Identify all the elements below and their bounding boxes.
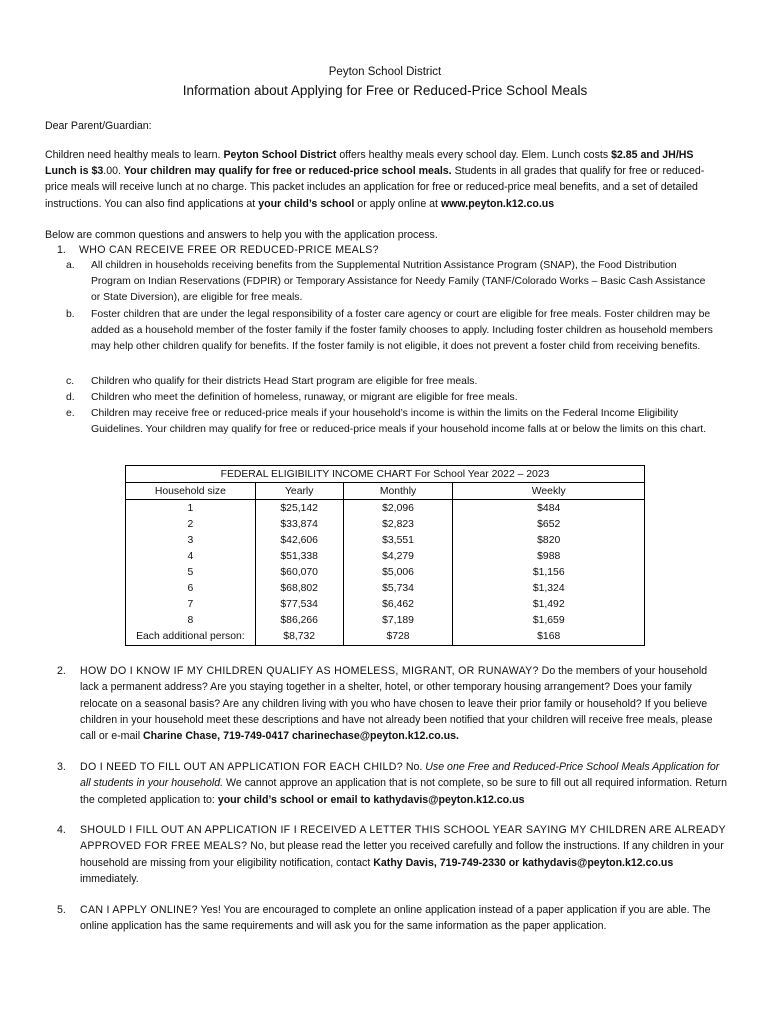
list-item-text: All children in households receiving benefits from the Supplemental Nutrition Assistance Program (SNAP), the Food Distribution Program on Indian Reservations (FDPIR) or Temporary Assistance for Needy Family (TANF/Colorado Works – Basic Cash Assistance or State Diversion), are eligible for free meals. bbox=[91, 260, 706, 304]
question-3-heading: DO I NEED TO FILL OUT AN APPLICATION FOR EACH CHILD? bbox=[80, 761, 403, 773]
question-5-text: Yes! You are encouraged to complete an online application instead of a paper application if you are able. The online application has the same requirements and will ask you for the same information as the paper application. bbox=[80, 904, 711, 933]
table-cell: 4 bbox=[126, 548, 256, 564]
list-item-label: c. bbox=[66, 376, 75, 387]
table-cell: $5,006 bbox=[343, 564, 453, 580]
question-4-text-1: No, but please read the letter you received carefully and follow the instructions. If any children in your household are missing from your eligibility notification, contact bbox=[80, 840, 724, 869]
table-row bbox=[126, 629, 645, 646]
table-cell: $25,142 bbox=[255, 500, 343, 517]
table-cell: $1,659 bbox=[453, 613, 645, 629]
list-item bbox=[66, 374, 716, 390]
table-cell: $4,279 bbox=[343, 548, 453, 564]
list-item-label: a. bbox=[66, 260, 75, 271]
question-1 bbox=[57, 242, 379, 258]
question-1-number: 1. bbox=[57, 244, 66, 256]
district-name: Peyton School District bbox=[328, 66, 442, 78]
intro-text-2: offers healthy meals every school day. Elem. Lunch costs bbox=[336, 149, 612, 161]
table-row bbox=[126, 613, 645, 629]
table-row bbox=[126, 532, 645, 548]
below-text: Below are common questions and answers to help you with the application process. bbox=[45, 229, 438, 241]
list-item-label: b. bbox=[66, 309, 75, 320]
table-row bbox=[126, 500, 645, 517]
table-cell: $988 bbox=[453, 548, 645, 564]
question-2-heading: HOW DO I KNOW IF MY CHILDREN QUALIFY AS HOMELESS, MIGRANT, OR RUNAWAY? bbox=[80, 665, 539, 677]
table-cell: Each additional person: bbox=[126, 629, 256, 646]
intro-text-3: .00. bbox=[103, 165, 124, 178]
table-cell: $2,823 bbox=[343, 516, 453, 532]
table-cell: 7 bbox=[126, 597, 256, 613]
question-2-contact[interactable]: Charine Chase, 719-749-0417 charinechase@peyton.k12.co.us. bbox=[143, 730, 459, 743]
table-cell: $484 bbox=[453, 500, 645, 517]
question-5-number: 5. bbox=[57, 904, 66, 916]
column-header: Household size bbox=[126, 483, 256, 500]
list-item-text: Foster children that are under the legal responsibility of a foster care agency or court are eligible for free meals. Foster children may be added as a household member of the foster family if the foster family chooses to apply. Including foster children as household members may help other children qualify for benefits. If the foster family is not eligible, it does not prevent a foster child from receiving benefits. bbox=[91, 309, 713, 353]
table-cell: $8,732 bbox=[255, 629, 343, 646]
table-row bbox=[126, 597, 645, 613]
table-cell: 8 bbox=[126, 613, 256, 629]
table-cell: $68,802 bbox=[255, 581, 343, 597]
question-1-heading: WHO CAN RECEIVE FREE OR REDUCED-PRICE MEALS? bbox=[79, 244, 379, 256]
table-cell: $3,551 bbox=[343, 532, 453, 548]
website-link[interactable]: www.peyton.k12.co.us bbox=[440, 197, 555, 210]
list-item-label: e. bbox=[66, 408, 75, 419]
table-cell: $33,874 bbox=[255, 516, 343, 532]
table-cell: $42,606 bbox=[255, 532, 343, 548]
intro-text-5: or apply online at bbox=[354, 197, 441, 210]
question-3 bbox=[57, 759, 727, 808]
table-cell: $728 bbox=[343, 629, 453, 646]
table-cell: $51,338 bbox=[255, 548, 343, 564]
intro-paragraph bbox=[45, 147, 725, 212]
column-header: Yearly bbox=[255, 483, 343, 500]
table-row bbox=[126, 581, 645, 597]
intro-text-4: Students in all grades that qualify for free or reduced-price meals will receive lunch at no charge. This packet includes an application for free or reduced-price meal benefits, and a set of detailed instructions. You can also find applications at bbox=[45, 165, 705, 210]
table-cell: $60,070 bbox=[255, 564, 343, 580]
question-3-italic: Use one Free and Reduced-Price School Meals Application for all students in your household. bbox=[80, 761, 720, 790]
table-row bbox=[126, 548, 645, 564]
table-row bbox=[126, 516, 645, 532]
table-row bbox=[126, 564, 645, 580]
question-2-text: Do the members of your household lack a permanent address? Are you staying together in a shelter, hotel, or other temporary housing arrangement? Does your family relocate on a seasonal basis? Are any children living with you who have chosen to leave their prior family or household? If you believe children in your household meet these descriptions and have not already been notified that your children will receive free meals, please call or e-mail bbox=[80, 665, 713, 743]
intro-text-1: Children need healthy meals to learn. bbox=[45, 149, 224, 161]
question-3-text-1: No. bbox=[402, 761, 426, 773]
table-cell: 5 bbox=[126, 564, 256, 580]
question-3-number: 3. bbox=[57, 761, 66, 773]
question-2 bbox=[57, 663, 727, 744]
question-4 bbox=[57, 822, 727, 887]
column-header: Monthly bbox=[343, 483, 453, 500]
income-chart-table bbox=[125, 465, 645, 646]
question-5-heading: CAN I APPLY ONLINE? bbox=[80, 904, 198, 916]
table-cell: 3 bbox=[126, 532, 256, 548]
question-3-contact[interactable]: your child’s school or email to kathydavis@peyton.k12.co.us bbox=[217, 793, 525, 806]
question-4-heading: SHOULD I FILL OUT AN APPLICATION IF I RECEIVED A LETTER THIS SCHOOL YEAR SAYING MY CHILDREN ARE ALREADY APPROVED FOR FREE MEALS? bbox=[80, 824, 726, 853]
income-chart-caption: FEDERAL ELIGIBILITY INCOME CHART For School Year 2022 – 2023 bbox=[126, 466, 645, 483]
table-cell: $2,096 bbox=[343, 500, 453, 517]
list-item-text: Children may receive free or reduced-price meals if your household’s income is within the limits on the Federal Income Eligibility Guidelines. Your children may qualify for free or reduced-price meals if your household income falls at or below the limits on this chart. bbox=[91, 408, 707, 436]
list-item bbox=[66, 258, 716, 307]
question-5 bbox=[57, 902, 727, 935]
intro-bold-school: your child’s school bbox=[258, 197, 355, 210]
table-cell: $77,534 bbox=[255, 597, 343, 613]
list-item-text: Children who qualify for their districts Head Start program are eligible for free meals. bbox=[91, 376, 478, 387]
table-cell: $6,462 bbox=[343, 597, 453, 613]
table-cell: 2 bbox=[126, 516, 256, 532]
column-header: Weekly bbox=[453, 483, 645, 500]
intro-bold-qualify: Your children may qualify for free or reduced-price school meals. bbox=[123, 165, 452, 178]
question-3-text-2: We cannot approve an application that is not complete, so be sure to fill out all required information. Return the completed application to: bbox=[80, 777, 727, 806]
table-cell: 1 bbox=[126, 500, 256, 517]
intro-bold-price: $2.85 and JH/HS Lunch is $3 bbox=[45, 149, 694, 178]
table-cell: 6 bbox=[126, 581, 256, 597]
question-2-number: 2. bbox=[57, 665, 66, 677]
table-cell: $168 bbox=[453, 629, 645, 646]
table-cell: $820 bbox=[453, 532, 645, 548]
page-title: Information about Applying for Free or Reduced-Price School Meals bbox=[182, 83, 588, 98]
table-cell: $1,492 bbox=[453, 597, 645, 613]
table-cell: $652 bbox=[453, 516, 645, 532]
list-item-label: d. bbox=[66, 392, 75, 403]
table-cell: $86,266 bbox=[255, 613, 343, 629]
intro-bold-district: Peyton School District bbox=[223, 149, 337, 161]
table-cell: $5,734 bbox=[343, 581, 453, 597]
question-4-number: 4. bbox=[57, 824, 66, 836]
list-item-text: Children who meet the definition of homeless, runaway, or migrant are eligible for free meals. bbox=[91, 392, 518, 403]
table-cell: $7,189 bbox=[343, 613, 453, 629]
question-4-text-2: immediately. bbox=[80, 872, 139, 885]
greeting: Dear Parent/Guardian: bbox=[45, 120, 152, 132]
list-item bbox=[66, 307, 716, 356]
list-item bbox=[66, 406, 716, 438]
list-item bbox=[66, 390, 716, 406]
question-4-contact[interactable]: Kathy Davis, 719-749-2330 or kathydavis@peyton.k12.co.us bbox=[373, 856, 674, 869]
table-cell: $1,156 bbox=[453, 564, 645, 580]
table-cell: $1,324 bbox=[453, 581, 645, 597]
